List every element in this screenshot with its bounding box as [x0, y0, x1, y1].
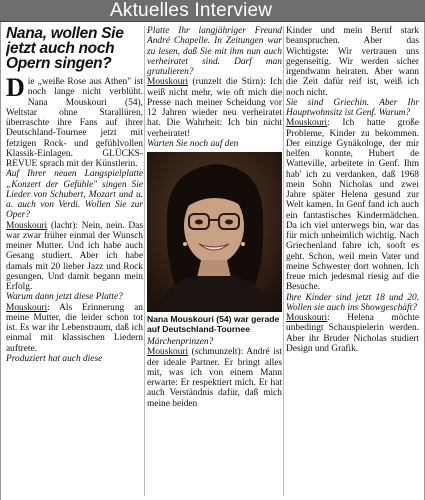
lead-text: ie „weiße Rose aus Athen" ist noch lange nicht verblüht. Nana Mouskouri (54), Weltstar ohne Starallüren, überraschte ihre Fans auf ihrer Deutschland-Tournee jetzt mit fetzigen Rock- und gefühlvollen Klassik-Einlagen. GLÜCKS-REVUE sprach mit der Künstlerin.	[6, 77, 143, 169]
speaker-label: Mouskouri	[286, 118, 328, 129]
column-1	[6, 26, 143, 498]
column-2	[147, 26, 282, 498]
question-4-start: Warten Sie noch auf den	[147, 138, 239, 149]
section-header-bar	[0, 0, 425, 22]
speaker-label: Mouskouri	[6, 302, 48, 313]
question-6: Ihre Kinder sind jetzt 18 und 20. Wollen sie auch ins Showgeschäft?	[286, 292, 419, 313]
answer-text: (schmunzelt): André ist der ideale Partner. Er bringt alles mit, was ich von einem Mann erwarte: Er respektiert mich. Er hat auch Verständnis dafür, daß mich meine beiden	[147, 347, 282, 409]
answer-2	[6, 303, 143, 354]
answer-4-cont: Kinder und mein Beruf stark beanspruchen. Aber das Wichtigste: Wir vertrauen uns gegenseitig. Wir werden sicher irgendwann heiraten. Aber wann die Zeit dafür reif ist, weiß ich noch nicht.	[286, 26, 419, 98]
answer-text: (runzelt die Stirn): Ich weiß nicht mehr, wie oft mich die Presse nach meiner Scheidung vor 12 Jahren wieder neu verheiratet hat. Die Wahrheit: Ich bin nicht verheiratet!	[147, 77, 282, 139]
question-5: Sie sind Griechin. Aber Ihr Hauptwohnsitz ist Genf. Warum?	[286, 97, 419, 118]
speaker-label: Mouskouri	[6, 220, 48, 231]
article-headline: Nana, wollen Sie jetzt auch noch Opern singen?	[6, 26, 124, 72]
answer-4	[147, 347, 282, 409]
question-2: Warum dann jetzt diese Platte?	[6, 292, 123, 303]
photo-caption: Nana Mouskouri (54) war gerade auf Deutschland-Tournee	[147, 314, 280, 334]
speaker-label: Mouskouri	[147, 77, 189, 88]
portrait-photo	[147, 152, 282, 312]
speaker-label: Mouskouri	[147, 347, 189, 358]
drop-cap: D	[6, 73, 25, 102]
answer-text: : Ich hatte große Probleme, Kinder zu bekommen. Der einzige Gynäkologe, der mir helfen konnte, Hubert de Watteville, arbeitete in Genf. Ihm hab' ich zu verdanken, daß 1968 mein Sohn Nicholas und zwei Jahre später Helena gesund zur Welt kamen. In Genf fand ich auch ein fantastisches Kindermädchen. Da ich viel unterwegs bin, war das für mich unheimlich wichtig. Nach Griechenland fahre ich, sooft es geht. Schon, weil mein Vater und meine Schwester dort wohnen. Ich freue mich jedesmal riesig auf die Besuche.	[286, 118, 419, 293]
question-3-cont: Platte Ihr langjähriger Freund André Chapelle. In Zeitungen war zu lesen, daß Sie mit ihm nun auch verheiratet sind. Darf man gratulieren?	[147, 26, 282, 77]
question-3-start: Produziert hat auch diese	[6, 353, 103, 364]
answer-6	[286, 313, 419, 354]
question-4-cont: Märchenprinzen?	[147, 337, 214, 347]
answer-text: : Als Erinnerung an meine Mutter, die leider schon tot ist. Es war ihr Lebenstraum, daß ich einmal mit klassischen Liedern auftrete.	[6, 302, 143, 354]
column-divider	[283, 26, 284, 496]
answer-1	[6, 221, 143, 293]
answer-5	[286, 118, 419, 292]
column-3	[286, 26, 419, 498]
answer-text: (lacht): Nein, nein. Das war zwar früher einmal der Wunsch meiner Mutter. Und ich habe auch Gesang studiert. Aber ich habe damals mit 20 lieber Jazz und Rock gesungen. Und damit begann mein Erfolg.	[6, 220, 143, 292]
speaker-label: Mouskouri	[286, 313, 328, 323]
article-lead	[6, 73, 143, 169]
question-1: Auf Ihrer neuen Langspielplatte „Konzert der Gefühle" singen Sie Lieder von Schubert, Mozart und u. a. auch von Verdi. Wollen Sie zur Oper?	[6, 169, 143, 221]
section-title: Aktuelles Interview	[110, 0, 273, 21]
column-divider	[144, 26, 145, 496]
answer-text: : Helena möchte unbedingt Schauspielerin werden. Aber ihr Bruder Nicholas studiert Design und Grafik.	[286, 313, 419, 354]
answer-3	[147, 77, 282, 139]
